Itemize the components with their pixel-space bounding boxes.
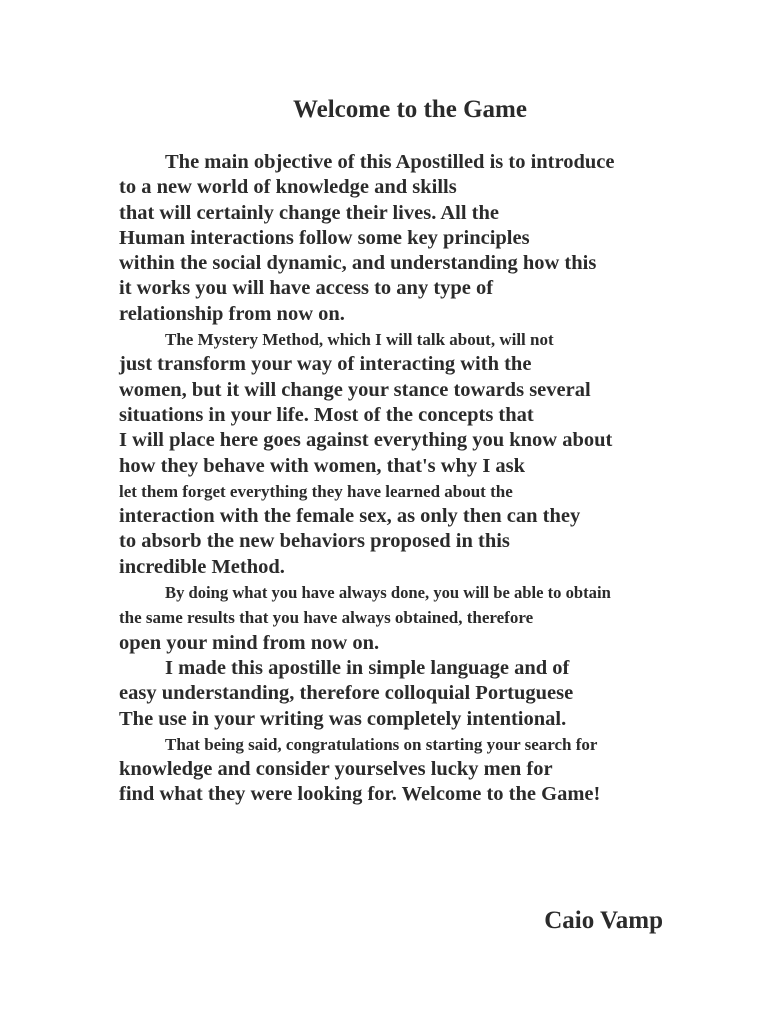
body-line: that will certainly change their lives. All the: [119, 201, 499, 224]
body-line: easy understanding, therefore colloquial Portuguese: [119, 682, 574, 705]
body-line: open your mind from now on.: [119, 631, 380, 654]
body-line: incredible Method.: [119, 555, 285, 578]
body-line: relationship from now on.: [119, 302, 345, 325]
body-line: within the social dynamic, and understanding how this: [119, 252, 597, 275]
body-line: women, but it will change your stance towards several: [119, 378, 591, 401]
document-body: [119, 150, 739, 808]
body-line: situations in your life. Most of the concepts that: [119, 403, 534, 426]
body-line: Human interactions follow some key principles: [119, 226, 530, 249]
body-line: The Mystery Method, which I will talk about, will not: [165, 330, 554, 350]
body-line: knowledge and consider yourselves lucky men for: [119, 758, 553, 781]
body-line: let them forget everything they have learned about the: [119, 481, 513, 501]
body-line: I will place here goes against everything you know about: [119, 429, 613, 452]
author-signature: Caio Vamp: [544, 907, 663, 934]
body-line: I made this apostille in simple language and of: [165, 656, 570, 679]
document-title: Welcome to the Game: [293, 96, 527, 123]
body-line: interaction with the female sex, as only then can they: [119, 505, 581, 528]
body-line: That being said, congratulations on starting your search for: [165, 734, 598, 754]
body-line: how they behave with women, that's why I ask: [119, 454, 526, 477]
body-line: to absorb the new behaviors proposed in this: [119, 530, 510, 553]
body-line: it works you will have access to any type of: [119, 277, 494, 300]
body-line: to a new world of knowledge and skills: [119, 176, 457, 199]
body-line: find what they were looking for. Welcome to the Game!: [119, 783, 601, 806]
body-line: the same results that you have always obtained, therefore: [119, 608, 534, 628]
body-line: By doing what you have always done, you will be able to obtain: [165, 583, 611, 603]
body-line: just transform your way of interacting with the: [119, 353, 532, 376]
body-line: The main objective of this Apostilled is to introduce: [165, 151, 615, 173]
body-line: The use in your writing was completely intentional.: [119, 707, 567, 730]
